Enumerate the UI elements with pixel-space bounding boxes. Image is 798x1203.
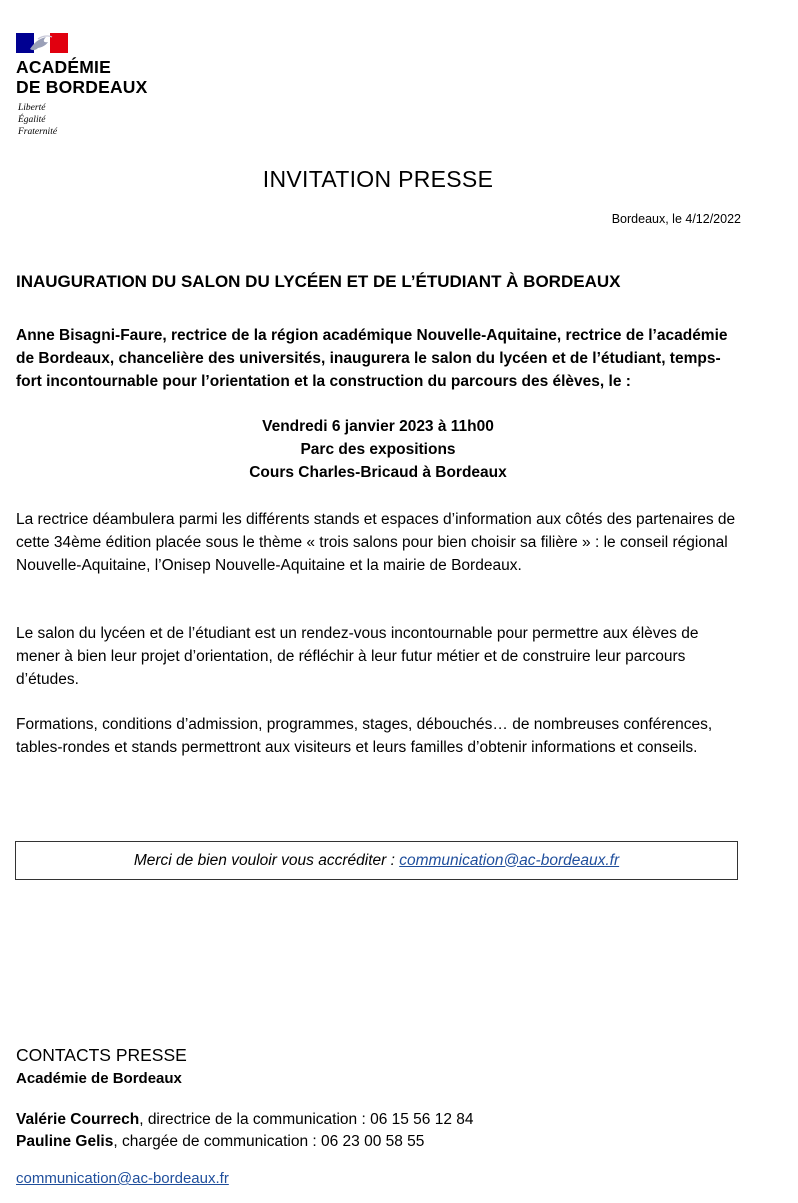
- document-date: Bordeaux, le 4/12/2022: [611, 212, 741, 226]
- contacts-title: CONTACTS PRESSE: [16, 1045, 187, 1065]
- marianne-logo-icon: [16, 33, 68, 53]
- intro-paragraph: Anne Bisagni-Faure, rectrice de la région académique Nouvelle-Aquitaine, rectrice de l’académie de Bordeaux, chancelière des universités, inaugurera le salon du lycéen et de l’étudiant, temps-fort incontournable pour l’orientation et la construction du parcours des élèves, le :: [16, 327, 728, 390]
- headline: INAUGURATION DU SALON DU LYCÉEN ET DE L’ÉTUDIANT À BORDEAUX: [16, 272, 621, 291]
- event-address: Cours Charles-Bricaud à Bordeaux: [249, 464, 507, 481]
- event-details: [0, 415, 756, 484]
- contact-name: Pauline Gelis: [16, 1133, 114, 1150]
- event-venue: Parc des expositions: [300, 441, 456, 458]
- body-paragraph: Formations, conditions d’admission, programmes, stages, débouchés… de nombreuses conférences, tables-rondes et stands permettront aux visiteurs et leurs familles d’obtenir informations et conseils.: [16, 716, 713, 756]
- accreditation-box: [15, 841, 738, 880]
- institution-name-line1: ACADÉMIE: [16, 57, 111, 77]
- institution-name-line2: DE BORDEAUX: [16, 77, 148, 97]
- event-date: Vendredi 6 janvier 2023 à 11h00: [262, 418, 494, 435]
- motto-liberte: Liberté: [18, 103, 46, 113]
- contacts-organization: Académie de Bordeaux: [16, 1070, 182, 1087]
- contact-role: , directrice de la communication : 06 15 56 12 84: [139, 1111, 474, 1128]
- contact-person: [16, 1133, 424, 1151]
- accreditation-text: Merci de bien vouloir vous accréditer :: [133, 851, 400, 869]
- body-paragraph: La rectrice déambulera parmi les différents stands et espaces d’information aux côtés des partenaires de cette 34ème édition placée sous le thème « trois salons pour bien choisir sa filière » : le conseil régional Nouvelle-Aquitaine, l’Onisep Nouvelle-Aquitaine et la mairie de Bordeaux.: [16, 511, 736, 574]
- accreditation-email-link[interactable]: communication@ac-bordeaux.fr: [399, 851, 620, 869]
- contact-role: , chargée de communication : 06 23 00 58 55: [113, 1133, 425, 1150]
- document-title: INVITATION PRESSE: [262, 166, 494, 192]
- body-paragraph: Le salon du lycéen et de l’étudiant est un rendez-vous incontournable pour permettre aux élèves de mener à bien leur projet d’orientation, de réfléchir à leur futur métier et de construire leur parcours d’études.: [16, 625, 699, 688]
- contacts-email-link[interactable]: communication@ac-bordeaux.fr: [16, 1170, 229, 1187]
- contact-person: [16, 1111, 474, 1129]
- motto-fraternite: Fraternité: [18, 127, 58, 137]
- motto-egalite: Égalité: [18, 115, 46, 125]
- contact-name: Valérie Courrech: [16, 1111, 140, 1128]
